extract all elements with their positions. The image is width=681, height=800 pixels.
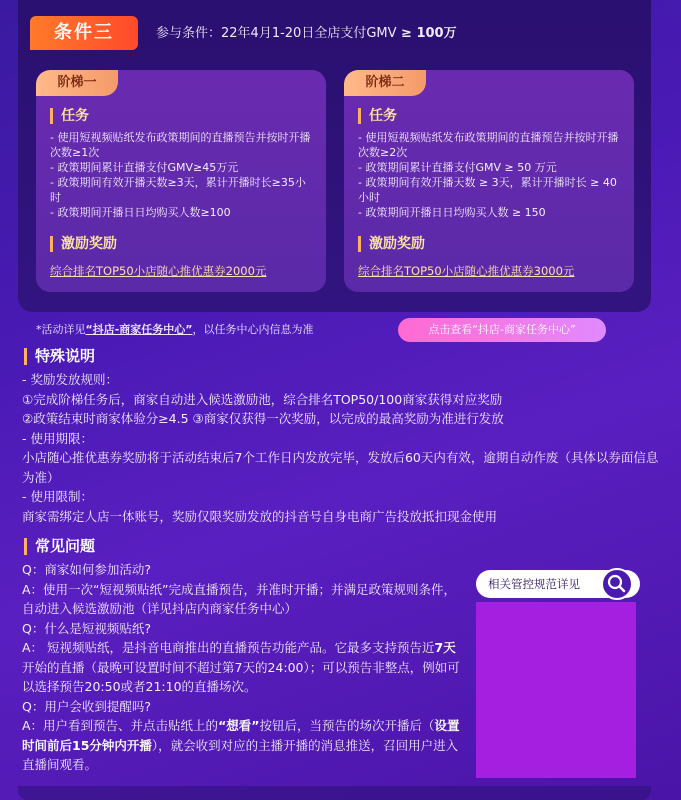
task-center-link[interactable]: “抖店-商家任务中心” <box>85 323 193 336</box>
task-item: - 使用短视频贴纸发布政策期间的直播预告并按时开播次数≥1次 <box>50 131 311 159</box>
condition-tab: 条件三 <box>30 16 138 50</box>
special-line: 小店随心推优惠券奖励将于活动结束后7个工作日内发放完毕，发放后60天内有效，逾期自动作废（具体以券面信息为准） <box>22 450 659 485</box>
faq-question: Q：用户会收到提醒吗? <box>22 698 151 714</box>
reward-link[interactable]: 综合排名TOP50小店随心推优惠券3000元 <box>358 264 575 278</box>
task-item: - 政策期间开播日日均购买人数≥100 <box>50 206 231 219</box>
tier-card-1 <box>36 70 326 292</box>
condition-text: 参与条件：22年4月1-20日全店支付GMV ≥ 100万 <box>156 26 457 41</box>
task-list <box>358 130 624 220</box>
special-line: - 奖励发放规则： <box>22 372 118 387</box>
view-task-center-button[interactable]: 点击查看“抖店-商家任务中心” <box>398 318 606 342</box>
faq-answer: A：用户看到预告、并点击贴纸上的“想看”按钮后，当预告的场次开播后（设置时间前后15分钟内开播），就会收到对应的主播开播的消息推送，召回用户进入直播间观看。 <box>22 718 460 772</box>
search-label: 相关管控规范详见 <box>488 577 580 591</box>
search-button[interactable] <box>601 568 633 600</box>
faq-title: 常见问题 <box>24 538 95 555</box>
tier-tab: 阶梯二 <box>344 70 426 96</box>
special-line: - 使用期限： <box>22 430 93 446</box>
task-item: - 政策期间有效开播天数 ≥ 3天，累计开播时长 ≥ 40 小时 <box>358 176 617 204</box>
faq-question: Q：什么是短视频贴纸? <box>22 620 151 636</box>
faq-answer: A： 短视频贴纸，是抖音电商推出的直播预告功能产品。它最多支持预告近7天开始的直播（最晚可设置时间不超过第7天的24:00）；可以预告非整点，例如可以选择预告20:50或者21:10的直播场次。 <box>22 640 460 694</box>
task-item: - 政策期间累计直播支付GMV≥45万元 <box>50 161 239 174</box>
task-item: - 政策期间开播日日均购买人数 ≥ 150 <box>358 206 546 219</box>
qr-placeholder <box>476 602 636 778</box>
task-item: - 使用短视频贴纸发布政策期间的直播预告并按时开播次数≥2次 <box>358 131 619 159</box>
reward-title: 激励奖励 <box>358 236 425 252</box>
reward-title: 激励奖励 <box>50 236 117 252</box>
special-line: - 使用限制： <box>22 489 93 504</box>
special-line: 商家需绑定人店一体账号，奖励仅限奖励发放的抖音号自身电商广告投放抵扣现金使用 <box>22 508 498 524</box>
activity-note: *活动详见“抖店-商家任务中心”，以任务中心内信息为准 <box>36 323 314 336</box>
faq-list <box>22 560 468 775</box>
search-icon <box>603 570 631 598</box>
bottom-edge <box>18 786 651 800</box>
faq-question: Q：商家如何参加活动? <box>22 562 151 577</box>
task-list <box>50 130 316 220</box>
reward-link[interactable]: 综合排名TOP50小店随心推优惠券2000元 <box>50 264 267 278</box>
task-item: - 政策期间有效开播天数≥3天，累计开播时长≥35小时 <box>50 176 306 204</box>
special-line: ②政策结束时商家体验分≥4.5 ③商家仅获得一次奖励，以完成的最高奖励为准进行发放 <box>22 411 504 426</box>
special-title: 特殊说明 <box>24 348 95 365</box>
tier-tab: 阶梯一 <box>36 70 118 96</box>
special-line: ①完成阶梯任务后，商家自动进入候选激励池，综合排名TOP50/100商家获得对应奖励 <box>22 391 503 407</box>
faq-answer: A：使用一次“短视频贴纸”完成直播预告，并准时开播；并满足政策规则条件，自动进入候选激励池（详见抖店内商家任务中心） <box>22 581 457 616</box>
tier-card-2 <box>344 70 634 292</box>
task-item: - 政策期间累计直播支付GMV ≥ 50 万元 <box>358 161 557 174</box>
task-title: 任务 <box>358 108 397 124</box>
special-text <box>22 370 662 526</box>
task-title: 任务 <box>50 108 89 124</box>
